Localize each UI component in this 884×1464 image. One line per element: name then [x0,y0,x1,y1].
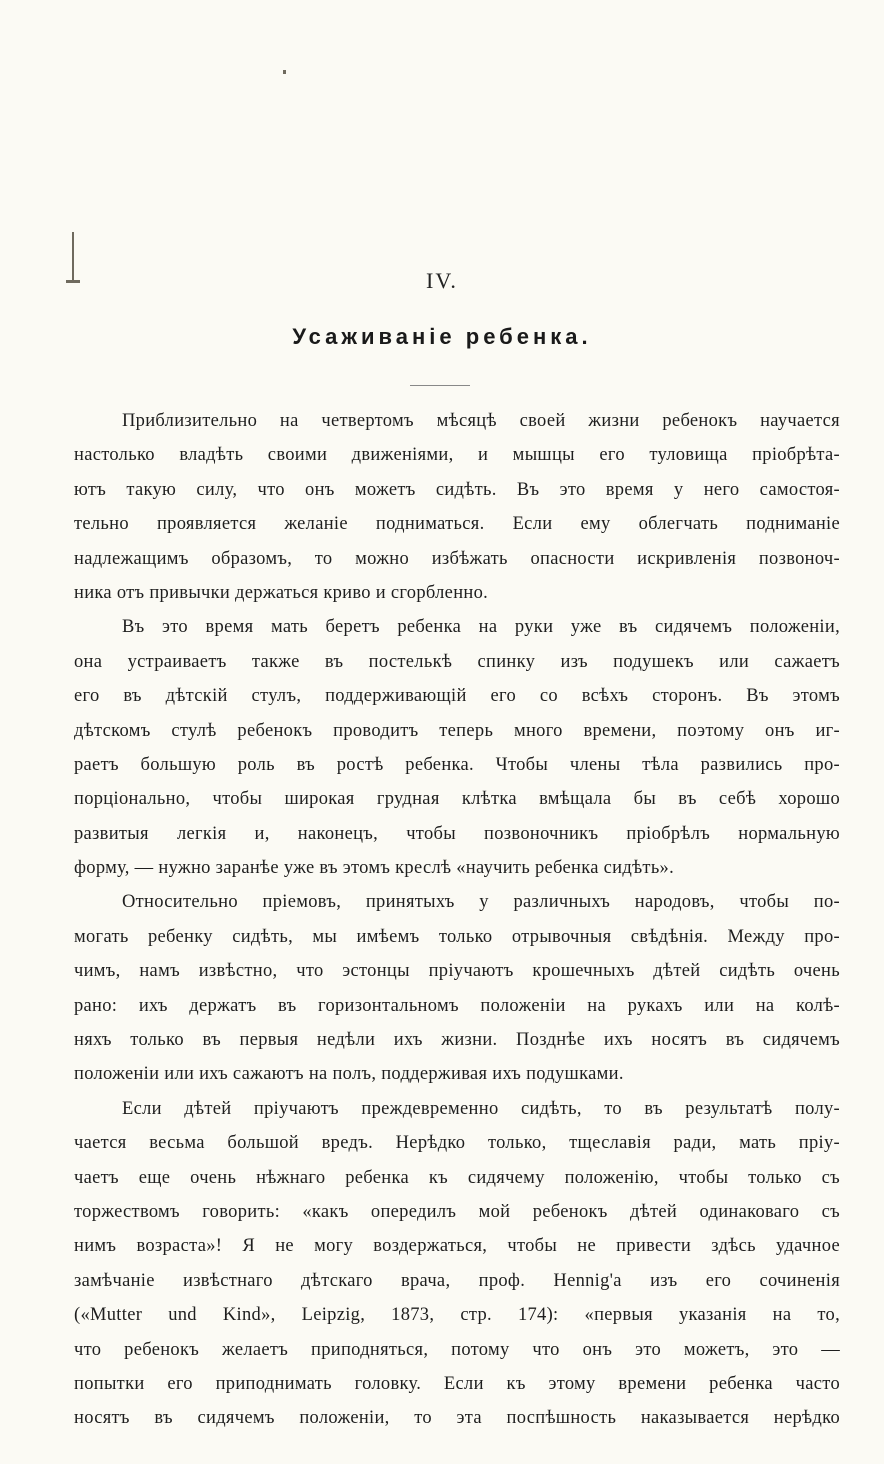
text-line: тельно проявляется желаніе подниматься. Если ему облегчать подниманіе [74,514,840,535]
text-line: носятъ въ сидячемъ положеніи, то эта поспѣшность наказывается нерѣдко [74,1408,840,1429]
chapter-number: IV. [426,268,458,293]
margin-mark [283,70,286,74]
text-line: няхъ только въ первыя недѣли ихъ жизни. Позднѣе ихъ носятъ въ сидячемъ [74,1030,840,1051]
paragraph [74,885,840,1091]
text-line: надлежащимъ образомъ, то можно избѣжать опасности искривленія позвоноч- [74,548,840,569]
text-line: попытки его приподнимать головку. Если къ этому времени ребенка часто [74,1373,840,1394]
body-text [74,404,840,1436]
text-line: раетъ большую роль въ ростѣ ребенка. Чтобы члены тѣла развились про- [74,754,840,775]
chapter-title: Усаживаніе ребенка. [292,324,592,349]
text-line: рано: ихъ держатъ въ горизонтальномъ положеніи на рукахъ или на колѣ- [74,995,840,1016]
text-line: Въ это время мать беретъ ребенка на руки уже въ сидячемъ положеніи, [122,617,840,638]
text-line: чимъ, намъ извѣстно, что эстонцы пріучаютъ крошечныхъ дѣтей сидѣть очень [74,961,840,982]
text-line: дѣтскомъ стулѣ ребенокъ проводитъ теперь много времени, поэтому онъ иг- [74,720,840,741]
text-line: нимъ возраста»! Я не могу воздержаться, чтобы не привести здѣсь удачное [74,1236,840,1257]
text-line: («Mutter und Kind», Leipzig, 1873, стр. 174): «первыя указанія на то, [74,1305,840,1326]
text-line: Приблизительно на четвертомъ мѣсяцѣ своей жизни ребенокъ научается [122,411,840,431]
text-line: Относительно пріемовъ, принятыхъ у различныхъ народовъ, чтобы по- [122,892,840,913]
paragraph [74,610,840,885]
text-line: замѣчаніе извѣстнаго дѣтскаго врача, проф. Hennig'a изъ его сочиненія [74,1270,840,1291]
text-line: она устраиваетъ также въ постелькѣ спинку изъ подушекъ или сажаетъ [74,651,840,672]
text-line: торжествомъ говорить: «какъ опередилъ мой ребенокъ дѣтей одинаковаго съ [74,1201,840,1222]
text-line: его въ дѣтскій стулъ, поддерживающій его со всѣхъ сторонъ. Въ этомъ [74,686,840,707]
text-line: настолько владѣть своими движеніями, и мышцы его туловища пріобрѣта- [74,445,840,466]
paragraph [74,1092,840,1436]
text-line: форму, — нужно заранѣе уже въ этомъ креслѣ «научить ребенка сидѣть». [74,858,675,879]
paragraph [74,404,840,610]
text-line: что ребенокъ желаетъ приподняться, потому что онъ это можетъ, это — [74,1339,840,1360]
text-line: порціонально, чтобы широкая грудная клѣтка вмѣщала бы въ себѣ хорошо [74,789,840,810]
title-divider [410,385,470,386]
text-line: ютъ такую силу, что онъ можетъ сидѣть. Въ это время у него самостоя- [74,479,840,500]
text-line: могать ребенку сидѣть, мы имѣемъ только отрывочныя свѣдѣнія. Между про- [74,926,840,947]
text-line: Если дѣтей пріучаютъ преждевременно сидѣть, то въ результатѣ полу- [122,1098,840,1119]
text-line: чается весьма большой вредъ. Нерѣдко только, тщеславія ради, мать пріу- [74,1133,840,1154]
text-line: ника отъ привычки держаться криво и сгорбленно. [74,582,489,603]
text-line: положеніи или ихъ сажаютъ на полъ, поддерживая ихъ подушками. [74,1064,624,1085]
text-line: чаетъ еще очень нѣжнаго ребенка къ сидячему положенію, чтобы только съ [74,1167,840,1188]
text-line: развитыя легкія и, наконецъ, чтобы позвоночникъ пріобрѣлъ нормальную [74,823,840,844]
